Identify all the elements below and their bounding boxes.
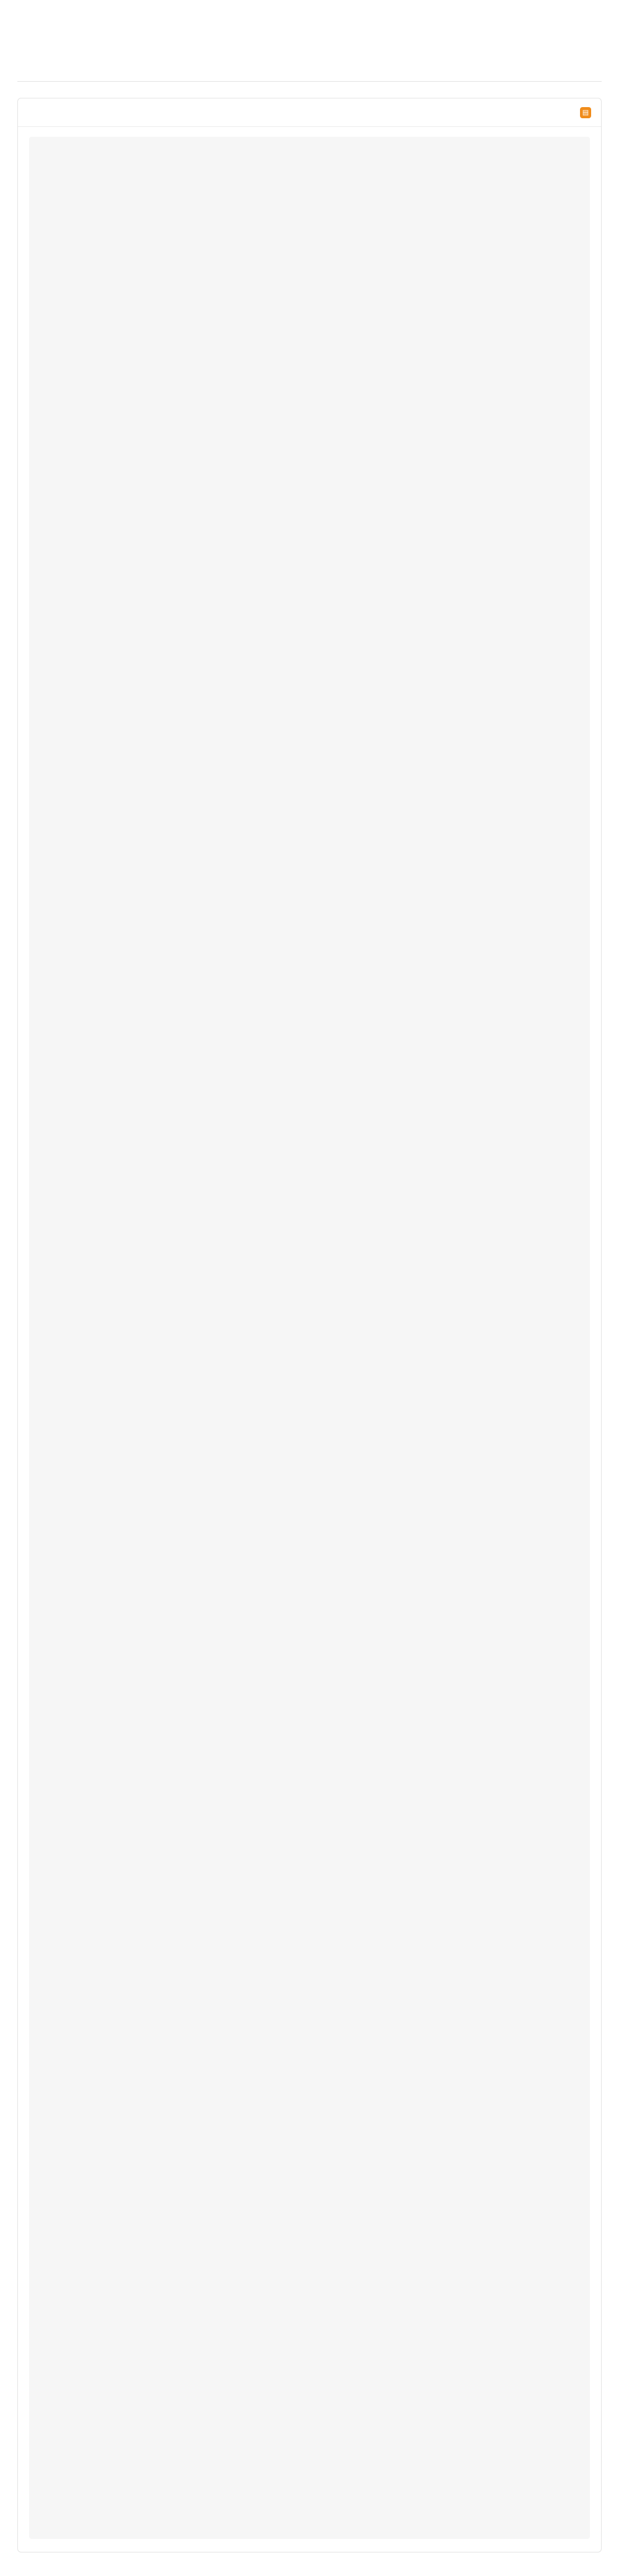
auction-heading xyxy=(50,179,569,194)
issuer-row xyxy=(17,33,602,51)
notice-body xyxy=(29,137,590,2539)
subject-row xyxy=(17,53,602,71)
scope-paragraph xyxy=(50,1323,569,1442)
meta-row xyxy=(17,14,602,31)
document-icon: ▤ xyxy=(580,107,591,118)
opinion-line xyxy=(50,1756,569,1771)
enforcement-item-4 xyxy=(50,1230,569,1245)
enforcement-item-5 xyxy=(50,1254,569,1268)
changes-paragraph xyxy=(50,1928,569,1958)
documents-heading xyxy=(50,787,569,802)
response-heading xyxy=(50,1815,569,1829)
note-paragraph-0 xyxy=(50,1462,569,1521)
section-a-item-1 xyxy=(50,612,569,627)
opinion-heading xyxy=(50,1663,569,1678)
enforcement-item-1 xyxy=(50,1160,569,1174)
section-a-item-3 xyxy=(50,729,569,744)
response-paragraph xyxy=(50,1849,569,1909)
section-a-item-0 xyxy=(50,554,569,569)
notice-header xyxy=(17,9,602,82)
note-paragraph-2 xyxy=(50,1590,569,1620)
opinion-subheading xyxy=(50,1722,569,1737)
notice-title-bar xyxy=(18,98,601,127)
section-a-heading xyxy=(50,531,569,545)
documents-line-0 xyxy=(50,822,569,836)
enforcement-heading xyxy=(50,1089,569,1104)
enforcement-item-3 xyxy=(50,1207,569,1221)
enforcement-item-2 xyxy=(50,1183,569,1198)
addressee-line xyxy=(50,282,569,297)
auction-terms-paragraph xyxy=(50,2027,569,2131)
salutation xyxy=(50,387,569,402)
enforcement-item-0 xyxy=(50,1136,569,1151)
report-body-paragraph xyxy=(50,422,569,511)
total-value-paragraph xyxy=(50,1978,569,2008)
scope-heading xyxy=(50,1288,569,1303)
report-subject xyxy=(50,329,569,344)
section-a-item-2 xyxy=(50,670,569,685)
section-b-line xyxy=(50,1031,569,1046)
intro-paragraph xyxy=(50,202,569,262)
opening-line xyxy=(50,155,569,170)
note-paragraph-1 xyxy=(50,1541,569,1571)
section-b-heading xyxy=(50,996,569,1011)
documents-line-2 xyxy=(50,938,569,953)
notice-card xyxy=(17,98,602,2552)
documents-line-1 xyxy=(50,880,569,895)
